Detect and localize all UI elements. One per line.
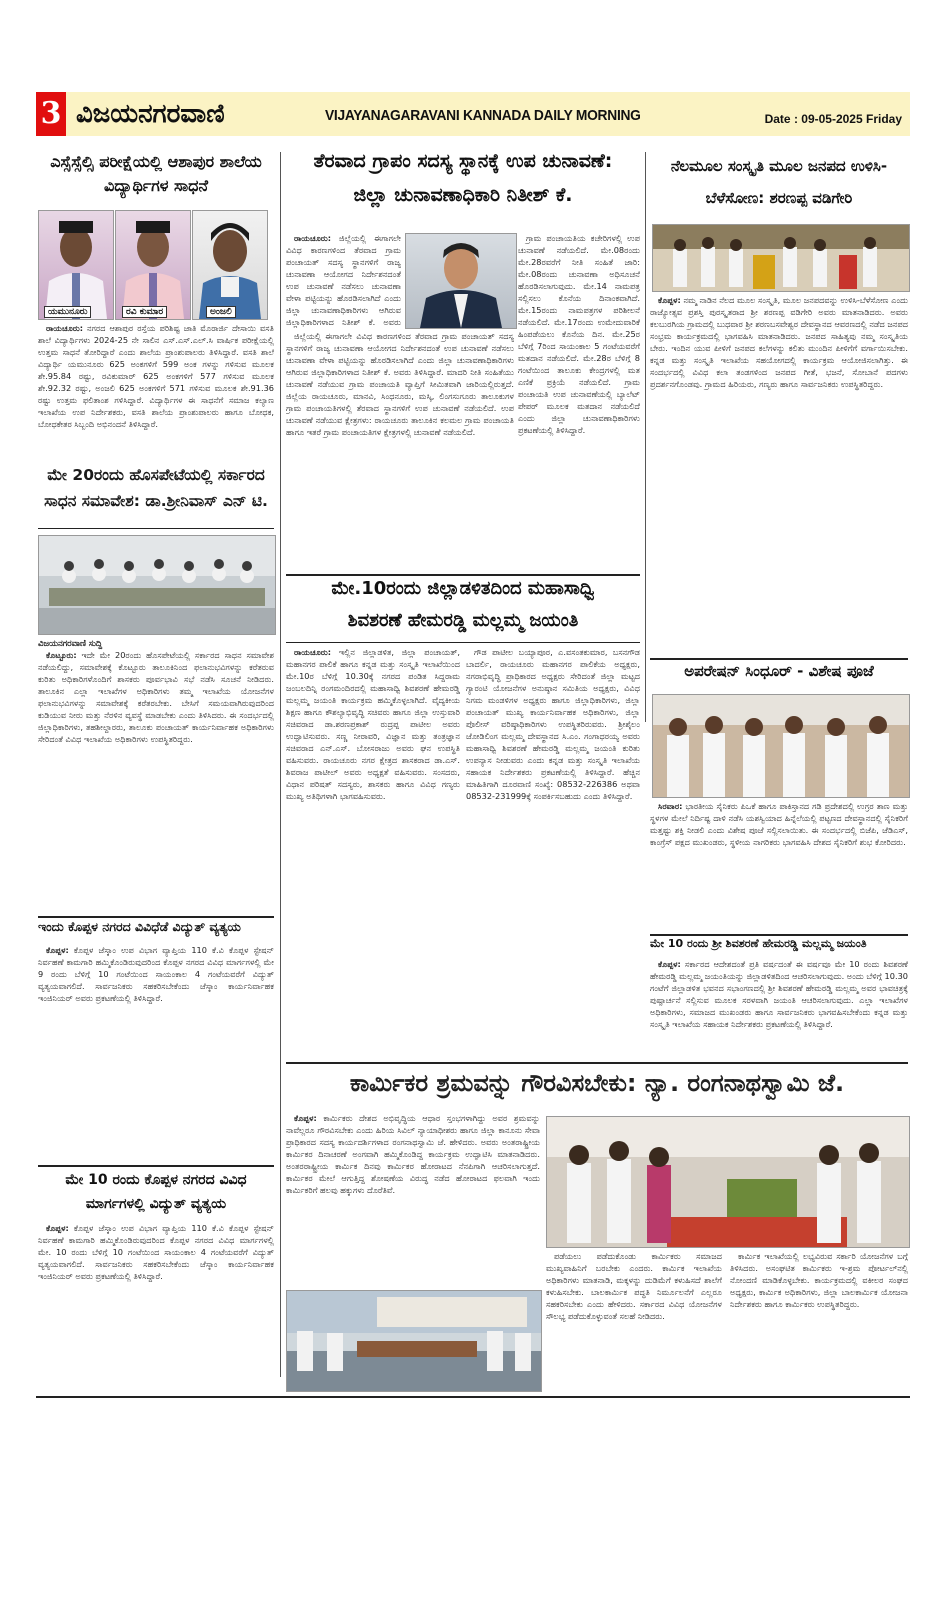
dateline: ಕೊಪ್ಪಳ: <box>658 959 681 969</box>
story-text: ಕಾರ್ಮಿಕ ಇಲಾಖೆಯಲ್ಲಿ ಲಭ್ಯವಿರುವ ಸರ್ಕಾರಿ ಯೋಜನೆಗಳ ಬಗ್ಗೆ ತಿಳಿಸಿದರು. ಅಸಂಘಟಿತ ಕಾರ್ಮಿಕರು ಇ-ಶ್ರಮ ಪೋರ್ಟಲ್‌ನಲ್ಲಿ ನೋಂದಣಿ ಮಾಡಿಕೊಳ್ಳಬೇಕು. ಕಾರ್ಯಕ್ರಮದಲ್ಲಿ ವಕೀಲರ ಸಂಘದ ಅಧ್ಯಕ್ಷರು, ಕಾರ್ಮಿಕ ಅಧಿಕಾರಿಗಳು, ಜಿಲ್ಲಾ ಬಾಲಕಾರ್ಮಿಕ ಯೋಜನಾ ನಿರ್ದೇಶಕರು ಹಾಗೂ ಕಾರ್ಮಿಕರು ಉಪಸ್ಥಿತರಿದ್ದರು. <box>730 1251 908 1309</box>
col2-lead-headline-1: ತೆರವಾದ ಗ್ರಾಪಂ ಸದಸ್ಯ ಸ್ಥಾನಕ್ಕೆ ಉಪ ಚುನಾವಣೆ: <box>313 150 613 172</box>
col1-story4-body <box>38 1222 274 1388</box>
dateline: ಕೊಪ್ಪಳ: <box>658 295 681 305</box>
col1-story1-body <box>38 322 274 452</box>
bottom-body-top <box>286 1112 540 1286</box>
dateline: ರಾಯಚೂರು: <box>294 233 332 243</box>
photo-caption-2: ರವಿ ಕುಮಾರ <box>122 306 167 318</box>
col2-lead-body-left <box>286 330 514 570</box>
story-text: ಕೊಪ್ಪಳ ಜೆಸ್ಕಾಂ ಉಪ ವಿಭಾಗ ವ್ಯಾಪ್ತಿಯ 110 ಕೆ.ವಿ ಕೊಪ್ಪಳ ಸ್ಟೇಷನ್ ನಿರ್ವಹಣೆ ಕಾಮಗಾರಿ ಹಮ್ಮಿಕೊಂಡಿರುವುದರಿಂದ ಕೊಪ್ಪಳ ನಗರದ ವಿವಿಧ ಮಾರ್ಗಗಳಲ್ಲಿ ಮೇ 9 ರಂದು ಬೆಳಿಗ್ಗೆ 10 ಗಂಟೆಯಿಂದ ಸಾಯಂಕಾಲ 4 ಗಂಟೆಯವರೆಗೆ ವಿದ್ಯುತ್ ವ್ಯತ್ಯಯವಾಗಲಿದೆ. ಸಾರ್ವಜನಿಕರು ಸಹಕರಿಸಬೇಕೆಂದು ಜೆಸ್ಕಾಂ ಕಾರ್ಯನಿರ್ವಾಹಕ ಇಂಜಿನಿಯರ್ ಅವರು ಪ್ರಕಟಣೆಯಲ್ಲಿ ತಿಳಿಸಿದ್ದಾರೆ. <box>38 945 274 1003</box>
col3-story1-headline: ನೆಲಮೂಲ ಸಂಸ್ಕೃತಿ ಮೂಲ ಜನಪದ ಉಳಿಸಿ-ಬೆಳೆಸೋಣ: ಶರಣಪ್ಪ ವಡಿಗೇರಿ <box>670 157 888 207</box>
divider <box>286 642 640 643</box>
col2-story2-body-right <box>466 646 640 1048</box>
bottom-headline: ಕಾರ್ಮಿಕರ ಶ್ರಮವನ್ನು ಗೌರವಿಸಬೇಕು: ನ್ಯಾ. ರಂಗನಾಥಸ್ವಾಮಿ ಜೆ. <box>349 1069 845 1097</box>
story-text: ಕಾರ್ಮಿಕರು ದೇಶದ ಅಭಿವೃದ್ಧಿಯ ಆಧಾರ ಸ್ತಂಭಗಳಾಗಿದ್ದು ಅವರ ಶ್ರಮವನ್ನು ನಾವೆಲ್ಲರೂ ಗೌರವಿಸಬೇಕು ಎಂದು ಹಿರಿಯ ಸಿವಿಲ್ ನ್ಯಾಯಾಧೀಶರು ಹಾಗೂ ಜಿಲ್ಲಾ ಕಾನೂನು ಸೇವಾ ಪ್ರಾಧಿಕಾರದ ಸದಸ್ಯ ಕಾರ್ಯದರ್ಶಿಗಳಾದ ರಂಗನಾಥಸ್ವಾಮಿ ಜೆ. ಹೇಳಿದರು. ಅವರು ಅಂತರಾಷ್ಟ್ರೀಯ ಕಾರ್ಮಿಕರ ದಿನಾಚರಣೆ ಅಂಗವಾಗಿ ಹಮ್ಮಿಕೊಂಡಿದ್ದ ಕಾರ್ಯಕ್ರಮ ಉದ್ಘಾಟಿಸಿ ಮಾತನಾಡಿದರು. ಅಂತರರಾಷ್ಟ್ರೀಯ ಕಾರ್ಮಿಕ ದಿನವು ಕಾರ್ಮಿಕರ ಹೋರಾಟದ ನೆನಪಿಗಾಗಿ ಆಚರಿಸಲಾಗುತ್ತದೆ. ಕಾರ್ಮಿಕರ ಮೇಲೆ ಆಗುತ್ತಿದ್ದ ಶೋಷಣೆಯ ವಿರುದ್ಧ ನಡೆದ ಹೋರಾಟದ ಫಲವಾಗಿ ಇಂದು ಕಾರ್ಮಿಕರಿಗೆ ಹಲವು ಹಕ್ಕುಗಳು ದೊರೆತಿವೆ. <box>286 1113 540 1195</box>
col2-lead-headline-2: ಜಿಲ್ಲಾ ಚುನಾವಣಾಧಿಕಾರಿ ನಿತೀಶ್ ಕೆ. <box>353 184 573 206</box>
col2-story2-headline-2: ಶಿವಶರಣೆ ಹೇಮರಡ್ಡಿ ಮಲ್ಲಮ್ಮ ಜಯಂತಿ <box>347 610 579 631</box>
col3-story2-headline: ಅಪರೇಷನ್ ಸಿಂಧೂರ್ - ವಿಶೇಷ ಪೂಜೆ <box>684 662 874 680</box>
student-photo-1 <box>38 210 114 320</box>
divider <box>650 934 908 936</box>
story-text: ಜಿಲ್ಲೆಯಲ್ಲಿ ಈಗಾಗಲೇ ವಿವಿಧ ಕಾರಣಗಳಿಂದ ತೆರವಾದ ಗ್ರಾಮ ಪಂಚಾಯತ್ ಸದಸ್ಯ ಸ್ಥಾನಗಳಿಗೆ ರಾಜ್ಯ ಚುನಾವಣಾ ಆಯೋಗದ ನಿರ್ದೇಶನದಂತೆ ಉಪ ಚುನಾವಣೆ ನಡೆಸಲು ಚುನಾವಣಾ ವೇಳಾ ಪಟ್ಟಿಯನ್ನು ಹೊರಡಿಸಲಾಗಿದೆ ಎಂದು ಜಿಲ್ಲಾ ಚುನಾವಣಾಧಿಕಾರಿಗಳು ಆಗಿರುವ ಜಿಲ್ಲಾಧಿಕಾರಿಗಳಾದ ನಿತೀಶ್ ಕೆ. ಅವರು <box>286 233 401 327</box>
janapada-event-photo <box>652 224 910 292</box>
col1-story2-headline: ಮೇ 20ರಂದು ಹೊಸಪೇಟೆಯಲ್ಲಿ ಸರ್ಕಾರದ ಸಾಧನ ಸಮಾವೇಶ: ಡಾ.ಶ್ರೀನಿವಾಸ್ ಎನ್ ಟಿ. <box>44 466 268 510</box>
student-photo-2 <box>115 210 191 320</box>
meeting-photo <box>38 535 276 635</box>
divider <box>38 1165 274 1167</box>
dateline: ರಾಯಚೂರು: <box>46 323 84 333</box>
story-text: ಸರ್ಕಾರದ ಆದೇಶದಂತೆ ಪ್ರತಿ ವರ್ಷದಂತೆ ಈ ವರ್ಷವೂ ಮೇ 10 ರಂದು ಶಿವಶರಣೆ ಹೇಮರಡ್ಡಿ ಮಲ್ಲಮ್ಮ ಜಯಂತಿಯನ್ನು ಜಿಲ್ಲಾಡಳಿತದಿಂದ ಆಚರಿಸಲಾಗುವುದು. ಅಂದು ಬೆಳಿಗ್ಗೆ 10.30 ಗಂಟೆಗೆ ಜಿಲ್ಲಾಡಳಿತ ಭವನದ ಸಭಾಂಗಣದಲ್ಲಿ ಶ್ರೀ ಶಿವಶರಣೆ ಹೇಮರಡ್ಡಿ ಮಲ್ಲಮ್ಮ ಅವರ ಭಾವಚಿತ್ರಕ್ಕೆ ಪುಷ್ಪಾರ್ಚನೆ ಸಲ್ಲಿಸುವ ಮೂಲಕ ಸರಳವಾಗಿ ಜಯಂತಿ ಆಚರಿಸಲಾಗುವುದು. ಎಲ್ಲಾ ಇಲಾಖೆಗಳ ಅಧಿಕಾರಿಗಳು, ಸಮಾಜದ ಮುಖಂಡರು ಹಾಗೂ ಸಾರ್ವಜನಿಕರು ಭಾಗವಹಿಸಬೇಕೆಂದು ಕನ್ನಡ ಮತ್ತು ಸಂಸ್ಕೃತಿ ಇಲಾಖೆಯ ಸಹಾಯಕ ನಿರ್ದೇಶಕರು ಪ್ರಕಟಣೆಯಲ್ಲಿ ತಿಳಿಸಿದ್ದಾರೆ. <box>650 959 908 1029</box>
story-text: ಪಡೆಯಲು ಪಡೆದುಕೊಂಡು ಕಾರ್ಮಿಕರು ಸಮಾಜದ ಮುಖ್ಯವಾಹಿನಿಗೆ ಬರಬೇಕು ಎಂದರು. ಕಾರ್ಮಿಕ ಇಲಾಖೆಯ ಅಧಿಕಾರಿಗಳು ಮಾತನಾಡಿ, ಮಕ್ಕಳನ್ನು ದುಡಿಮೆಗೆ ಕಳುಹಿಸದೆ ಶಾಲೆಗೆ ಕಳುಹಿಸಬೇಕು. ಬಾಲಕಾರ್ಮಿಕ ಪದ್ಧತಿ ನಿರ್ಮೂಲನೆಗೆ ಎಲ್ಲರೂ ಸಹಕರಿಸಬೇಕು ಎಂದು ಹೇಳಿದರು. ಸರ್ಕಾರದ ವಿವಿಧ ಯೋಜನೆಗಳ ಸೌಲಭ್ಯ ಪಡೆದುಕೊಳ್ಳುವಂತೆ ಸಲಹೆ ನೀಡಿದರು. <box>546 1251 722 1321</box>
photo-caption-1: ಯಮುನೂರು <box>44 306 91 318</box>
bottom-body-mid <box>546 1250 722 1390</box>
story-text: ಕೊಪ್ಪಳ ಜೆಸ್ಕಾಂ ಉಪ ವಿಭಾಗ ವ್ಯಾಪ್ತಿಯ 110 ಕೆ.ವಿ ಕೊಪ್ಪಳ ಸ್ಟೇಷನ್ ನಿರ್ವಹಣೆ ಕಾಮಗಾರಿ ಹಮ್ಮಿಕೊಂಡಿರುವುದರಿಂದ ಕೊಪ್ಪಳ ನಗರದ ವಿವಿಧ ಮಾರ್ಗಗಳಲ್ಲಿ ಮೇ. 10 ರಂದು ಬೆಳಿಗ್ಗೆ 10 ಗಂಟೆಯಿಂದ ಸಾಯಂಕಾಲ 4 ಗಂಟೆಯವರೆಗೆ ವಿದ್ಯುತ್ ವ್ಯತ್ಯಯವಾಗಲಿದೆ. ಸಾರ್ವಜನಿಕರು ಸಹಕರಿಸಬೇಕೆಂದು ಜೆಸ್ಕಾಂ ಕಾರ್ಯನಿರ್ವಾಹಕ ಇಂಜಿನಿಯರ್ ಅವರು ಪ್ರಕಟಣೆಯಲ್ಲಿ ತಿಳಿಸಿದ್ದಾರೆ. <box>38 1223 274 1281</box>
dateline: ರಾಯಚೂರು: <box>294 647 332 657</box>
dateline: ಕೊಪ್ಪಳ: <box>46 1223 69 1233</box>
photo-caption-3: ಅಂಜಲಿ <box>206 306 236 318</box>
dateline: ಸಿರವಾರ: <box>658 801 683 811</box>
divider <box>38 528 274 529</box>
labour-day-photo-2 <box>286 1290 542 1392</box>
story-text: ಭಾರತೀಯ ಸೈನಿಕರು ಪಿಒಕೆ ಹಾಗೂ ಪಾಕಿಸ್ತಾನದ ಗಡಿ ಪ್ರದೇಶದಲ್ಲಿ ಉಗ್ರರ ತಾಣ ಮತ್ತು ಸ್ಥಳಗಳ ಮೇಲೆ ನಿರ್ದಿಷ್ಟ ದಾಳಿ ನಡೆಸಿ ಯಶಸ್ವಿಯಾದ ಹಿನ್ನೆಲೆಯಲ್ಲಿ ಪಟ್ಟಣದ ದೇವಸ್ಥಾನದಲ್ಲಿ ಸೈನಿಕರಿಗೆ ಮತ್ತಷ್ಟು ಶಕ್ತಿ ನೀಡಲಿ ಎಂದು ವಿಶೇಷ ಪೂಜೆ ಸಲ್ಲಿಸಲಾಯಿತು. ಈ ಸಂದರ್ಭದಲ್ಲಿ ಬಿಜೆಪಿ, ಜೆಡಿಎಸ್, ಕಾಂಗ್ರೆಸ್ ಪಕ್ಷದ ಮುಖಂಡರು, ಸ್ಥಳೀಯ ನಾಗರಿಕರು ಭಾಗವಹಿಸಿ ದೇಶದ ಸೈನಿಕರಿಗೆ ಶುಭ ಕೋರಿದರು. <box>650 801 908 847</box>
story-text: ಜಿಲ್ಲೆಯಲ್ಲಿ ಈಗಾಗಲೇ ವಿವಿಧ ಕಾರಣಗಳಿಂದ ತೆರವಾದ ಗ್ರಾಮ ಪಂಚಾಯತ್ ಸದಸ್ಯ ಸ್ಥಾನಗಳಿಗೆ ರಾಜ್ಯ ಚುನಾವಣಾ ಆಯೋಗದ ನಿರ್ದೇಶನದಂತೆ ಉಪ ಚುನಾವಣೆ ನಡೆಸಲು ಚುನಾವಣಾ ವೇಳಾ ಪಟ್ಟಿಯನ್ನು ಹೊರಡಿಸಲಾಗಿದೆ ಎಂದು ಜಿಲ್ಲಾ ಚುನಾವಣಾಧಿಕಾರಿಗಳು ಆಗಿರುವ ಜಿಲ್ಲಾಧಿಕಾರಿಗಳಾದ ನಿತೀಶ್ ಕೆ. ಅವರು ತಿಳಿಸಿದ್ದಾರೆ. ಮಾದರಿ ನೀತಿ ಸಂಹಿತೆಯು ಚುನಾವಣೆ ನಡೆಯುವ ಗ್ರಾಮ ಪಂಚಾಯತಿ ವ್ಯಾಪ್ತಿಗೆ ಸೀಮಿತವಾಗಿ ಜಾರಿಯಲ್ಲಿರುತ್ತದೆ. ಜಿಲ್ಲೆಯ ರಾಯಚೂರು, ಮಾನವಿ, ಸಿಂಧನೂರು, ಮಸ್ಕಿ, ಲಿಂಗಸುಗೂರು ತಾಲೂಕುಗಳ ಗ್ರಾಮ ಪಂಚಾಯತಿಗಳಲ್ಲಿ ತೆರವಾದ ಸ್ಥಾನಗಳಿಗೆ ಉಪ ಚುನಾವಣೆ ನಡೆಯಲಿದೆ. ಉಪ ಚುನಾವಣೆ ನಡೆಯುವ ಕ್ಷೇತ್ರಗಳು: ರಾಯಚೂರು ತಾಲೂಕಿನ ಕಲಮಲ ಗ್ರಾಮ ಪಂಚಾಯತಿ ಹಾಗೂ ಇತರೆ ಗ್ರಾಮ ಪಂಚಾಯತಿಗಳ ಕ್ಷೇತ್ರಗಳಲ್ಲಿ ಚುನಾವಣೆ ನಡೆಯಲಿದೆ. <box>286 331 514 437</box>
col3-story2-body <box>650 800 908 930</box>
paper-name-kannada: ವಿಜಯನಗರವಾಣಿ <box>76 99 225 129</box>
dateline: ಕೊಪ್ಪಳ: <box>294 1113 317 1123</box>
story-text: ನಮ್ಮ ನಾಡಿನ ನೆಲದ ಮೂಲ ಸಂಸ್ಕೃತಿ, ಮೂಲ ಜನಪದವನ್ನು ಉಳಿಸಿ-ಬೆಳೆಸೋಣ ಎಂದು ರಾಜ್ಯೋತ್ಸವ ಪ್ರಶಸ್ತಿ ಪುರಸ್ಕೃತರಾದ ಶ್ರೀ ಶರಣಪ್ಪ ವಡಿಗೇರಿ ಅವರು ಮಾತನಾಡಿದರು. ಅವರು ಕಲಬುರಗಿಯ ಗ್ರಾಮದಲ್ಲಿ ಬುಧವಾರ ಶ್ರೀ ಶರಣಬಸವೇಶ್ವರ ದೇವಸ್ಥಾನದ ಆವರಣದಲ್ಲಿ ನಡೆದ ಜನಪದ ಸಂಭ್ರಮ ಕಾರ್ಯಕ್ರಮದಲ್ಲಿ ಭಾಗವಹಿಸಿ ಮಾತನಾಡಿದರು. ಜನಪದ ಸಾಹಿತ್ಯವು ನಮ್ಮ ಸಂಸ್ಕೃತಿಯ ಬೇರು. ಇಂದಿನ ಯುವ ಪೀಳಿಗೆ ಜನಪದ ಕಲೆಗಳನ್ನು ಕಲಿತು ಮುಂದಿನ ಪೀಳಿಗೆಗೆ ವರ್ಗಾಯಿಸಬೇಕು. ಕನ್ನಡ ಮತ್ತು ಸಂಸ್ಕೃತಿ ಇಲಾಖೆಯ ಸಹಯೋಗದಲ್ಲಿ ಕಾರ್ಯಕ್ರಮ ಆಯೋಜಿಸಲಾಗಿತ್ತು. ಈ ಸಂದರ್ಭದಲ್ಲಿ ವಿವಿಧ ಕಲಾ ತಂಡಗಳಿಂದ ಜನಪದ ಗೀತೆ, ಭಜನೆ, ಸೋಬಾನೆ ಪದಗಳು ಪ್ರದರ್ಶನಗೊಂಡವು. ಗ್ರಾಮದ ಹಿರಿಯರು, ಗಣ್ಯರು ಹಾಗೂ ಸಾರ್ವಜನಿಕರು ಉಪಸ್ಥಿತರಿದ್ದರು. <box>650 295 908 389</box>
divider <box>286 1062 908 1064</box>
news-credit: ವಿಜಯನಗರವಾಣಿ ಸುದ್ದಿ <box>38 638 103 648</box>
col2-story2-body-left <box>286 646 460 1048</box>
bottom-body-right <box>730 1250 908 1390</box>
labour-day-photo-1 <box>546 1116 910 1248</box>
page-bottom-rule <box>36 1396 910 1398</box>
column-divider <box>280 152 281 1377</box>
col3-story3-body <box>650 958 908 1058</box>
story-text: ಗ್ರಾಮ ಪಂಚಾಯತಿಯ ಕಚೇರಿಗಳಲ್ಲಿ ಉಪ ಚುನಾವಣೆ ನಡೆಯಲಿದೆ. ಮೇ.08ರಂದು ಮೇ.28ರವರೆಗೆ ನೀತಿ ಸಂಹಿತೆ ಜಾರಿ: ಮೇ.08ರಂದು ಚುನಾವಣಾ ಅಧಿಸೂಚನೆ ಹೊರಡಿಸಲಾಗುವುದು. ಮೇ.14 ನಾಮಪತ್ರ ಸಲ್ಲಿಸಲು ಕೊನೆಯ ದಿನಾಂಕವಾಗಿದೆ. ಮೇ.15ರಂದು ನಾಮಪತ್ರಗಳ ಪರಿಶೀಲನೆ ನಡೆಯಲಿದೆ. ಮೇ.17ರಂದು ಉಮೇದುವಾರಿಕೆ ಹಿಂಪಡೆಯಲು ಕೊನೆಯ ದಿನ. ಮೇ.25ರ ಬೆಳಿಗ್ಗೆ 7ರಿಂದ ಸಾಯಂಕಾಲ 5 ಗಂಟೆಯವರೆಗೆ ಮತದಾನ ನಡೆಯಲಿದೆ. ಮೇ.28ರ ಬೆಳಿಗ್ಗೆ 8 ಗಂಟೆಯಿಂದ ತಾಲೂಕು ಕೇಂದ್ರಗಳಲ್ಲಿ ಮತ ಎಣಿಕೆ ಪ್ರಕ್ರಿಯೆ ನಡೆಯಲಿದೆ. ಗ್ರಾಮ ಪಂಚಾಯತಿ ಉಪ ಚುನಾವಣೆಯಲ್ಲಿ ಬ್ಯಾಲೆಟ್ ಪೇಪರ್ ಮೂಲಕ ಮತದಾನ ನಡೆಯಲಿದೆ ಎಂದು ಜಿಲ್ಲಾ ಚುನಾವಣಾಧಿಕಾರಿಗಳು ಪ್ರಕಟಣೆಯಲ್ಲಿ ತಿಳಿಸಿದ್ದಾರೆ. <box>518 233 640 435</box>
special-pooja-photo <box>652 694 910 798</box>
col1-story3-body <box>38 944 274 1162</box>
divider <box>286 574 640 576</box>
col3-story3-headline: ಮೇ 10 ರಂದು ಶ್ರೀ ಶಿವಶರಣೆ ಹೇಮರಡ್ಡಿ ಮಲ್ಲಮ್ಮ ಜಯಂತಿ <box>650 937 867 950</box>
date-line: Date : 09-05-2025 Friday <box>764 112 902 126</box>
col3-story1-body <box>650 294 908 654</box>
col2-story2-headline-1: ಮೇ.10ರಂದು ಜಿಲ್ಲಾಡಳಿತದಿಂದ ಮಹಾಸಾಧ್ವಿ <box>331 578 595 599</box>
col1-story4-headline: ಮೇ 10 ರಂದು ಕೊಪ್ಪಳ ನಗರದ ವಿವಿಧ ಮಾರ್ಗಗಳಲ್ಲಿ ವಿದ್ಯುತ್ ವ್ಯತ್ಯಯ <box>65 1172 247 1212</box>
col2-lead-body-left-top <box>286 232 401 328</box>
col1-story1-headline: ಎಸ್ಸೆಸ್ಸೆಲ್ಸಿ ಪರೀಕ್ಷೆಯಲ್ಲಿ ಆಶಾಪುರ ಶಾಲೆಯ ವಿದ್ಯಾರ್ಥಿಗಳ ಸಾಧನೆ <box>50 152 262 195</box>
student-photo-3 <box>192 210 268 320</box>
story-text: ಇದೇ ಮೇ 20ರಂದು ಹೊಸಪೇಟೆಯಲ್ಲಿ ಸರ್ಕಾರದ ಸಾಧನ ಸಮಾವೇಶ ನಡೆಯಲಿದ್ದು, ಸಮಾವೇಶಕ್ಕೆ ಕೊಟ್ಟೂರು ತಾಲೂಕಿನಿಂದ ಫಲಾನುಭವಿಗಳನ್ನು ಕರೆತರುವ ಕುರಿತು ಅಧಿಕಾರಿಗಳೊಂದಿಗೆ ಶಾಸಕರು ಪೂರ್ವಭಾವಿ ಸಭೆ ನಡೆಸಿ ಸೂಚನೆ ನೀಡಿದರು. ತಾಲೂಕಿನ ಎಲ್ಲಾ ಇಲಾಖೆಗಳ ಅಧಿಕಾರಿಗಳು ತಮ್ಮ ಇಲಾಖೆಯ ಯೋಜನೆಗಳ ಫಲಾನುಭವಿಗಳನ್ನು ಸಮಾವೇಶಕ್ಕೆ ಕರೆತರಬೇಕು. ಬೇಸಿಗೆ ಸಮಯವಾಗಿರುವುದರಿಂದ ಕುಡಿಯುವ ನೀರು ಮತ್ತು ನೆರಳಿನ ವ್ಯವಸ್ಥೆ ಮಾಡಬೇಕು ಎಂದು ತಿಳಿಸಿದರು. ಈ ಸಂದರ್ಭದಲ್ಲಿ ಜಿಲ್ಲಾಧಿಕಾರಿಗಳು, ತಹಶೀಲ್ದಾರರು, ತಾಲೂಕು ಪಂಚಾಯತ್ ಕಾರ್ಯನಿರ್ವಾಹಕ ಅಧಿಕಾರಿಗಳು ಸೇರಿದಂತೆ ವಿವಿಧ ಇಲಾಖೆಯ ಅಧಿಕಾರಿಗಳು ಉಪಸ್ಥಿತರಿದ್ದರು. <box>38 650 274 744</box>
page-number: 3 <box>36 92 66 136</box>
divider <box>38 916 274 918</box>
story-text: ಗೌಡ ಪಾಟೀಲ ಬಯ್ಯಾಪೂರ, ಎ.ವಸಂತಕುಮಾರ, ಬಸನಗೌಡ ಬಾದರ್ಲಿ, ರಾಯಚೂರು ಮಹಾನಗರ ಪಾಲಿಕೆಯ ಅಧ್ಯಕ್ಷರು, ನಗರಾಭಿವೃದ್ಧಿ ಪ್ರಾಧಿಕಾರದ ಅಧ್ಯಕ್ಷರು ಸೇರಿದಂತೆ ಜಿಲ್ಲಾ ಮಟ್ಟದ ಗ್ಯಾರಂಟಿ ಯೋಜನೆಗಳ ಅನುಷ್ಠಾನ ಸಮಿತಿಯ ಅಧ್ಯಕ್ಷರು, ವಿವಿಧ ನಿಗಮ ಮಂಡಳಿಗಳ ಅಧ್ಯಕ್ಷರು ಹಾಗೂ ಜಿಲ್ಲಾಧಿಕಾರಿಗಳು, ಜಿಲ್ಲಾ ಪಂಚಾಯತ್ ಮುಖ್ಯ ಕಾರ್ಯನಿರ್ವಾಹಕ ಅಧಿಕಾರಿಗಳು, ಜಿಲ್ಲಾ ಪೊಲೀಸ್ ವರಿಷ್ಠಾಧಿಕಾರಿಗಳು ಉಪಸ್ಥಿತರಿರುವರು. ಶ್ರೀಶೈಲಂ ಜೋಡಿಲಿಂಗ ಮಲ್ಲಮ್ಮ ದೇವಸ್ಥಾನದ ಸಿ.ಎಂ. ಗಂಗಾಧರಯ್ಯ ಅವರು ಮಹಾಸಾಧ್ವಿ ಶಿವಶರಣೆ ಹೇಮರಡ್ಡಿ ಮಲ್ಲಮ್ಮ ಜಯಂತಿ ಕುರಿತು ಉಪನ್ಯಾಸ ನೀಡುವರು ಎಂದು ಕನ್ನಡ ಮತ್ತು ಸಂಸ್ಕೃತಿ ಇಲಾಖೆಯ ಸಹಾಯಕ ನಿರ್ದೇಶಕರು ಪ್ರಕಟಣೆಯಲ್ಲಿ ತಿಳಿಸಿದ್ದಾರೆ. ಹೆಚ್ಚಿನ ಮಾಹಿತಿಗಾಗಿ ದೂರವಾಣಿ ಸಂಖ್ಯೆ: 08532-226386 ಅಥವಾ 08532-231999ಕ್ಕೆ ಸಂಪರ್ಕಿಸಬಹುದು ಎಂದು ತಿಳಿಸಿದ್ದಾರೆ. <box>466 647 640 801</box>
col1-story2-body <box>38 637 274 909</box>
paper-name-english: VIJAYANAGARAVANI KANNADA DAILY MORNING <box>325 107 641 124</box>
col1-story3-headline: ಇಂದು ಕೊಪ್ಪಳ ನಗರದ ವಿವಿಧೆಡೆ ವಿದ್ಯುತ್ ವ್ಯತ್ಯಯ <box>38 919 241 934</box>
dateline: ಕೊಟ್ಟೂರು: <box>46 650 77 660</box>
dateline: ಕೊಪ್ಪಳ: <box>46 945 69 955</box>
column-divider <box>645 152 646 722</box>
story-text: ನಗರದ ಆಶಾಪುರ ರಸ್ತೆಯ ಪರಿಶಿಷ್ಟ ಜಾತಿ ಮೊರಾರ್ಜಿ ದೇಸಾಯಿ ವಸತಿ ಶಾಲೆ ವಿದ್ಯಾರ್ಥಿಗಳು 2024-25 ನೇ ಸಾಲಿನ ಎಸ್.ಎಸ್.ಎಲ್.ಸಿ ವಾರ್ಷಿಕ ಪರೀಕ್ಷೆಯಲ್ಲಿ ಉತ್ತಮ ಸಾಧನೆ ತೋರಿದ್ದಾರೆ ಎಂದು ಶಾಲೆಯ ಪ್ರಾಂಶುಪಾಲರು ತಿಳಿಸಿದ್ದಾರೆ. ವಸತಿ ಶಾಲೆ ವಿದ್ಯಾರ್ಥಿ ಯಮುನೂರು 625 ಅಂಕಗಳಿಗೆ 599 ಅಂಕ ಗಳನ್ನು ಗಳಿಸುವ ಮೂಲಕ ಶೇ.95.84 ರಷ್ಟು, ರವಿಕುಮಾರ್ 625 ಅಂಕಗಳಿಗೆ 577 ಗಳಿಸುವ ಮೂಲಕ ಶೇ.92.32 ರಷ್ಟು, ಅಂಜಲಿ 625 ಅಂಕಗಳಿಗೆ 571 ಗಳಿಸುವ ಮೂಲಕ ಶೇ.91.36 ರಷ್ಟು ಉತ್ತಮ ಫಲಿತಾಂಶ ಗಳಿಸಿದ್ದಾರೆ. ವಿದ್ಯಾರ್ಥಿಗಳ ಈ ಸಾಧನೆಗೆ ಸಮಾಜ ಕಲ್ಯಾಣ ಇಲಾಖೆಯ ಉಪ ನಿರ್ದೇಶಕರು, ವಸತಿ ಶಾಲೆಯ ಪ್ರಾಂಶುಪಾಲರು ಹಾಗೂ ಬೋಧಕ, ಬೋಧಕೇತರ ಸಿಬ್ಬಂದಿ ಅಭಿನಂದನೆ ತಿಳಿಸಿದ್ದಾರೆ. <box>38 323 274 429</box>
story-text: ಇಲ್ಲಿನ ಜಿಲ್ಲಾಡಳಿತ, ಜಿಲ್ಲಾ ಪಂಚಾಯತ್, ಮಹಾನಗರ ಪಾಲಿಕೆ ಹಾಗೂ ಕನ್ನಡ ಮತ್ತು ಸಂಸ್ಕೃತಿ ಇಲಾಖೆಯಿಂದ ಮೇ.10ರ ಬೆಳಿಗ್ಗೆ 10.30ಕ್ಕೆ ನಗರದ ಪಂಡಿತ ಸಿದ್ದರಾಮ ಜಂಬಲದಿನ್ನಿ ರಂಗಮಂದಿರದಲ್ಲಿ ಮಹಾಸಾಧ್ವಿ ಶಿವಶರಣೆ ಹೇಮರಡ್ಡಿ ಮಲ್ಲಮ್ಮ ಜಯಂತಿ ಕಾರ್ಯಕ್ರಮ ಹಮ್ಮಿಕೊಳ್ಳಲಾಗಿದೆ. ವೈದ್ಯಕೀಯ ಶಿಕ್ಷಣ ಹಾಗೂ ಕೌಶಲ್ಯಾಭಿವೃದ್ಧಿ ಸಚಿವರು ಹಾಗೂ ಜಿಲ್ಲಾ ಉಸ್ತುವಾರಿ ಸಚಿವರಾದ ಡಾ.ಶರಣಪ್ರಕಾಶ್ ರುದ್ರಪ್ಪ ಪಾಟೀಲ ಅವರು ಉದ್ಘಾಟಿಸುವರು. ಸಣ್ಣ ನೀರಾವರಿ, ವಿಜ್ಞಾನ ಮತ್ತು ತಂತ್ರಜ್ಞಾನ ಸಚಿವರಾದ ಎನ್.ಎಸ್. ಬೋಸರಾಜು ಅವರು ಘನ ಉಪಸ್ಥಿತಿ ವಹಿಸುವರು. ರಾಯಚೂರು ನಗರ ಕ್ಷೇತ್ರದ ಶಾಸಕರಾದ ಡಾ.ಎಸ್. ಶಿವರಾಜ ಪಾಟೀಲ್ ಅವರು ಅಧ್ಯಕ್ಷತೆ ವಹಿಸುವರು. ಸಂಸದರು, ವಿಧಾನ ಪರಿಷತ್ ಸದಸ್ಯರು, ಶಾಸಕರು ಹಾಗೂ ವಿವಿಧ ಗಣ್ಯರು ಮುಖ್ಯ ಅತಿಥಿಗಳಾಗಿ ಭಾಗವಹಿಸುವರು. <box>286 647 460 801</box>
col2-lead-body-right <box>518 232 640 570</box>
officer-portrait <box>405 233 517 329</box>
divider <box>650 658 908 660</box>
